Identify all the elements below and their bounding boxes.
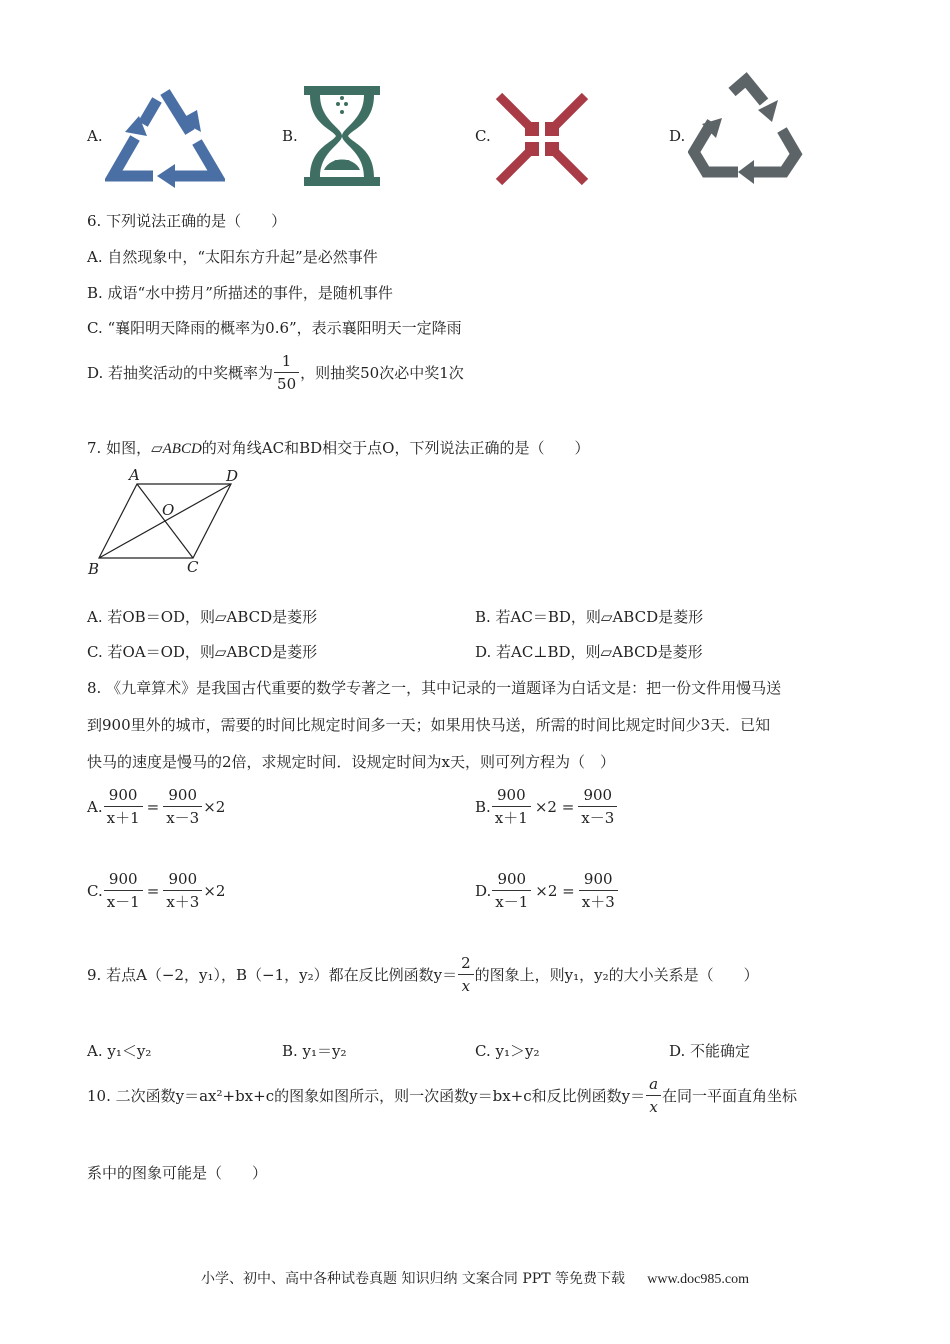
denominator: x＋3 <box>581 893 615 911</box>
q8-option-c <box>87 868 225 913</box>
q7-option-c: C. 若OA＝OD，则▱ABCD是菱形 <box>87 643 318 661</box>
q6-option-d <box>87 350 464 395</box>
q9-option-a: A. y₁＜y₂ <box>87 1042 152 1060</box>
numerator: 2 <box>458 952 474 975</box>
denominator: x－1 <box>495 893 529 911</box>
equals-sign: = <box>146 797 160 816</box>
recycle-triangle-blue-icon <box>105 80 225 190</box>
q7-stem-prefix: 7. 如图， <box>87 439 152 457</box>
q6-stem: 6. 下列说法正确的是（ ） <box>87 212 287 230</box>
footer-url[interactable]: www.doc985.com <box>647 1272 749 1287</box>
times-two-equals: ×2 = <box>535 881 575 900</box>
q7-stem <box>87 437 589 458</box>
numerator: 900 <box>163 784 202 807</box>
q8-option-c-fraction1 <box>104 868 143 913</box>
equals-sign: = <box>146 881 160 900</box>
q8-option-a <box>87 784 225 829</box>
q6-option-c: C. “襄阳明天降雨的概率为0.6”，表示襄阳明天一定降雨 <box>87 319 462 337</box>
times-two: ×2 <box>203 797 226 816</box>
q8-option-b-fraction1 <box>492 784 531 829</box>
q6-option-d-numerator: 1 <box>274 350 299 373</box>
q5-option-a-label: A. <box>87 127 103 145</box>
numerator: 900 <box>492 868 531 891</box>
q9-option-d: D. 不能确定 <box>669 1042 751 1060</box>
q5-option-d-label: D. <box>669 127 686 145</box>
hourglass-green-icon <box>302 84 382 188</box>
q7-figure-label-o: O <box>162 501 175 519</box>
q8-option-c-label: C. <box>87 881 103 900</box>
numerator: 900 <box>492 784 531 807</box>
q6-option-d-fraction <box>274 350 299 395</box>
q7-option-d: D. 若AC⊥BD，则▱ABCD是菱形 <box>475 643 703 661</box>
numerator: 900 <box>579 868 618 891</box>
q8-option-d-fraction1 <box>492 868 531 913</box>
q8-option-b-label: B. <box>475 797 491 816</box>
q8-option-c-fraction2 <box>163 868 202 913</box>
q8-stem-line1: 8. 《九章算术》是我国古代重要的数学专著之一，其中记录的一道题译为白话文是：把一份文件用慢马送 <box>87 679 782 697</box>
denominator: x－3 <box>581 809 615 827</box>
q8-option-a-fraction2 <box>163 784 202 829</box>
denominator: x＋1 <box>106 809 140 827</box>
q8-option-a-fraction1 <box>104 784 143 829</box>
denominator: x <box>461 977 471 995</box>
numerator: 900 <box>104 868 143 891</box>
q7-stem-shape: ▱ABCD <box>151 441 202 457</box>
q8-stem-line2: 到900里外的城市，需要的时间比规定时间多一天；如果用快马送，所需的时间比规定时间少3天．已知 <box>87 716 771 734</box>
numerator: 900 <box>163 868 202 891</box>
q10-stem <box>87 1073 797 1118</box>
q9-option-b: B. y₁＝y₂ <box>282 1042 347 1060</box>
q6-option-a: A. 自然现象中，“太阳东方升起”是必然事件 <box>87 248 378 266</box>
numerator: a <box>646 1073 661 1096</box>
q9-stem-prefix: 9. 若点A（−2，y₁），B（−1，y₂）都在反比例函数y＝ <box>87 966 458 984</box>
q6-option-d-prefix: D. 若抽奖活动的中奖概率为 <box>87 364 274 382</box>
q8-option-d <box>475 868 619 913</box>
q6-option-d-denominator: 50 <box>277 375 297 393</box>
q5-option-c-label: C. <box>475 127 491 145</box>
q9-fraction <box>458 952 474 997</box>
q10-stem-suffix: 在同一平面直角坐标 <box>662 1087 798 1105</box>
q8-option-d-fraction2 <box>579 868 618 913</box>
denominator: x－3 <box>166 809 200 827</box>
q8-option-a-label: A. <box>87 797 103 816</box>
denominator: x－1 <box>106 893 140 911</box>
q7-figure-label-a: A <box>129 466 140 484</box>
q10-stem-line2: 系中的图象可能是（ ） <box>87 1164 268 1182</box>
q7-figure-label-d: D <box>226 467 239 485</box>
q8-option-d-label: D. <box>475 881 492 900</box>
q6-option-b: B. 成语“水中捞月”所描述的事件，是随机事件 <box>87 284 393 302</box>
q9-stem-suffix: 的图象上，则y₁，y₂的大小关系是（ ） <box>474 966 759 984</box>
q7-stem-suffix: 的对角线AC和BD相交于点O，下列说法正确的是（ ） <box>201 439 590 457</box>
q7-option-a: A. 若OB＝OD，则▱ABCD是菱形 <box>87 608 318 626</box>
q10-fraction <box>646 1073 661 1118</box>
recycle-triangle-gray-icon <box>688 72 804 188</box>
footer-text: 小学、初中、高中各种试卷真题 知识归纳 文案合同 PPT 等免费下载 <box>201 1271 625 1287</box>
page-footer <box>0 1268 950 1288</box>
cross-arrows-red-icon <box>495 92 589 186</box>
q7-figure-label-b: B <box>88 560 100 578</box>
denominator: x＋1 <box>494 809 528 827</box>
q8-option-b <box>475 784 618 829</box>
q7-option-b: B. 若AC＝BD，则▱ABCD是菱形 <box>475 608 704 626</box>
denominator: x＋3 <box>166 893 200 911</box>
q9-stem <box>87 952 759 997</box>
numerator: 900 <box>104 784 143 807</box>
q8-option-b-fraction2 <box>578 784 617 829</box>
q7-figure-label-c: C <box>187 558 199 576</box>
times-two: ×2 <box>203 881 226 900</box>
numerator: 900 <box>578 784 617 807</box>
q6-option-d-suffix: ，则抽奖50次必中奖1次 <box>300 364 464 382</box>
denominator: x <box>649 1098 658 1116</box>
q9-option-c: C. y₁＞y₂ <box>475 1042 540 1060</box>
q10-stem-prefix: 10. 二次函数y＝ax²+bx+c的图象如图所示，则一次函数y＝bx+c和反比例函数y＝ <box>87 1087 646 1105</box>
q5-option-b-label: B. <box>282 127 298 145</box>
q8-stem-line3: 快马的速度是慢马的2倍，求规定时间．设规定时间为x天，则可列方程为（ ） <box>87 753 616 771</box>
times-two-equals: ×2 = <box>534 797 575 816</box>
diagonal-bd <box>99 484 231 558</box>
